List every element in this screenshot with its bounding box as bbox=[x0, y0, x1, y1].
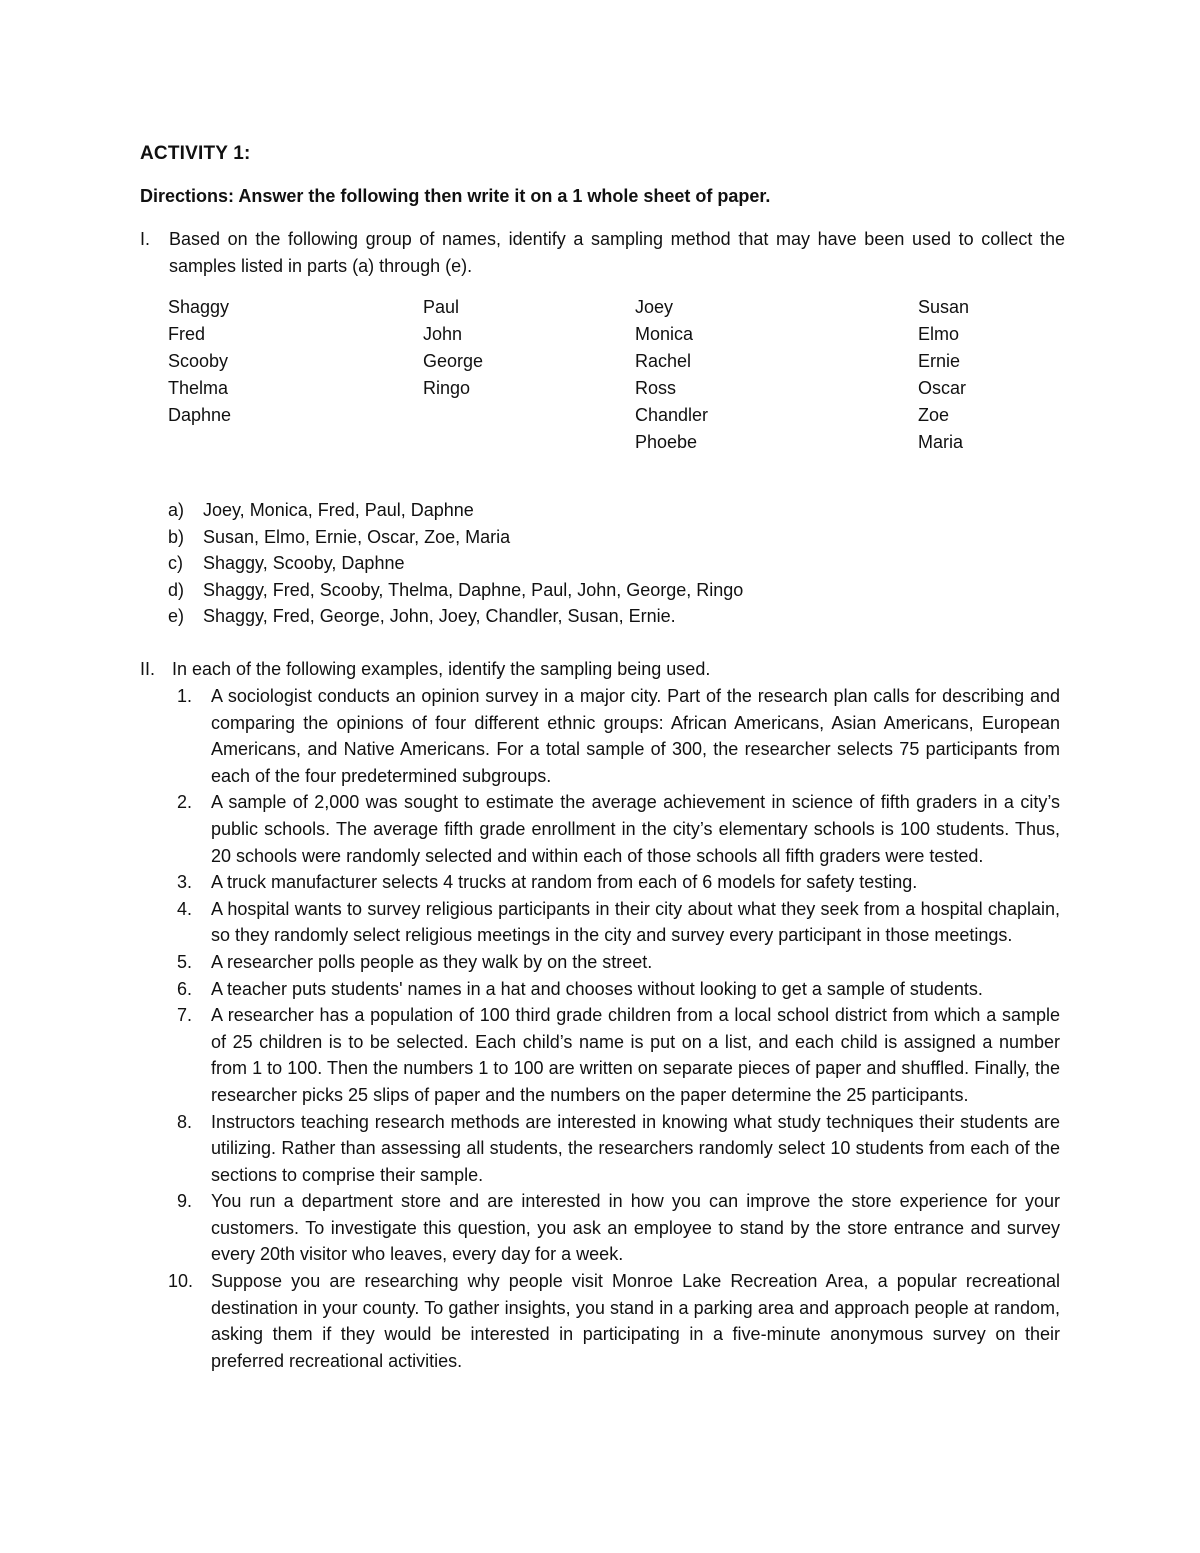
name-item: Susan bbox=[918, 297, 970, 317]
item-text: Instructors teaching research methods are interested in knowing what study techniques their students are utilizing. Rather than assessing all students, the researchers randomly select 10 students from each of the sections to comprise their sample. bbox=[211, 1111, 1060, 1185]
item-text: A hospital wants to survey religious participants in their city about what they seek from a hospital chaplain, so they randomly select religious meetings in the city and survey every participant in those meetings. bbox=[211, 898, 1060, 946]
names-column-1 bbox=[168, 294, 231, 429]
name-item: Daphne bbox=[168, 405, 232, 425]
names-column-4 bbox=[918, 294, 969, 456]
part-item bbox=[168, 497, 743, 524]
section-2-instruction: In each of the following examples, identify the sampling being used. bbox=[172, 659, 711, 679]
name-item: Chandler bbox=[635, 405, 709, 425]
names-column-2 bbox=[423, 294, 483, 402]
part-text: Shaggy, Fred, George, John, Joey, Chandler, Susan, Ernie. bbox=[203, 606, 676, 627]
name-item: Scooby bbox=[168, 351, 229, 371]
name-item: Maria bbox=[918, 432, 964, 452]
item-text: A truck manufacturer selects 4 trucks at random from each of 6 models for safety testing. bbox=[211, 872, 918, 893]
item-number: 2. bbox=[176, 792, 192, 813]
item-number: 7. bbox=[176, 1005, 192, 1026]
part-label: e) bbox=[168, 606, 185, 627]
item-number: 9. bbox=[176, 1191, 192, 1212]
part-label: b) bbox=[168, 526, 185, 547]
name-item: Fred bbox=[168, 324, 206, 344]
name-item: Ringo bbox=[423, 378, 471, 398]
item-number: 5. bbox=[176, 951, 192, 972]
list-item bbox=[168, 1188, 1060, 1268]
item-number: 1. bbox=[176, 686, 192, 706]
list-item bbox=[168, 896, 1060, 949]
list-item bbox=[168, 1268, 1060, 1374]
part-item bbox=[168, 603, 743, 630]
name-item: Ernie bbox=[918, 351, 961, 371]
part-text: Shaggy, Scooby, Daphne bbox=[203, 553, 405, 574]
section-1-number: I. bbox=[140, 229, 151, 249]
list-item bbox=[168, 1002, 1060, 1108]
part-item bbox=[168, 524, 743, 551]
list-item bbox=[168, 869, 1060, 896]
item-text: A researcher has a population of 100 third grade children from a local school district from which a sample of 25 children is to be selected. Each child’s name is put on a list, and each child is assigned a number from 1 to 100. Then the numbers 1 to 100 are written on separate pieces of paper and shuffled. Finally, the researcher picks 25 slips of paper and the numbers on the paper determine the 25 participants. bbox=[211, 1005, 1060, 1105]
name-item: Monica bbox=[635, 324, 694, 344]
list-item bbox=[168, 949, 1060, 976]
name-item: George bbox=[423, 351, 484, 371]
part-item bbox=[168, 550, 743, 577]
item-number: 6. bbox=[176, 978, 192, 999]
name-item: Ross bbox=[635, 378, 677, 398]
list-item bbox=[168, 1109, 1060, 1189]
part-text: Joey, Monica, Fred, Paul, Daphne bbox=[203, 500, 474, 520]
name-item: John bbox=[423, 324, 463, 344]
name-item: Joey bbox=[635, 297, 674, 317]
part-label: c) bbox=[168, 553, 183, 574]
name-item: Oscar bbox=[918, 378, 967, 398]
list-item bbox=[168, 683, 1060, 789]
name-item: Zoe bbox=[918, 405, 950, 425]
name-item: Paul bbox=[423, 297, 460, 317]
item-text: A researcher polls people as they walk by on the street. bbox=[211, 951, 653, 972]
part-item bbox=[168, 577, 743, 604]
part-label: a) bbox=[168, 500, 185, 520]
item-text: You run a department store and are interested in how you can improve the store experience for your customers. To investigate this question, you ask an employee to stand by the store entrance and survey every 20th visitor who leaves, every day for a week. bbox=[211, 1191, 1060, 1265]
section-1 bbox=[140, 226, 1065, 280]
names-column-3 bbox=[635, 294, 708, 456]
section-1-instruction: Based on the following group of names, identify a sampling method that may have been used to collect the samples listed in parts (a) through (e). bbox=[169, 229, 1065, 276]
parts-list bbox=[168, 497, 743, 630]
name-item: Thelma bbox=[168, 378, 229, 398]
name-item: Rachel bbox=[635, 351, 692, 371]
list-item bbox=[168, 789, 1060, 869]
name-item: Shaggy bbox=[168, 297, 230, 317]
list-item bbox=[168, 976, 1060, 1003]
item-number: 10. bbox=[168, 1271, 194, 1292]
item-text: A sample of 2,000 was sought to estimate the average achievement in science of fifth graders in a city’s public schools. The average fifth grade enrollment in the city’s elementary schools is 100 students. Thus, 20 schools were randomly selected and within each of those schools all fifth graders were tested. bbox=[211, 792, 1060, 866]
activity-title: ACTIVITY 1: bbox=[140, 143, 251, 164]
item-number: 8. bbox=[176, 1111, 192, 1132]
item-text: A teacher puts students' names in a hat and chooses without looking to get a sample of students. bbox=[211, 978, 983, 999]
part-text: Shaggy, Fred, Scooby, Thelma, Daphne, Paul, John, George, Ringo bbox=[203, 579, 744, 600]
directions-text: Directions: Answer the following then write it on a 1 whole sheet of paper. bbox=[140, 186, 771, 206]
part-text: Susan, Elmo, Ernie, Oscar, Zoe, Maria bbox=[203, 526, 511, 547]
part-label: d) bbox=[168, 579, 185, 600]
item-number: 4. bbox=[176, 898, 192, 919]
item-number: 3. bbox=[176, 872, 192, 893]
section-2-number: II. bbox=[140, 659, 156, 679]
name-item: Elmo bbox=[918, 324, 960, 344]
item-text: Suppose you are researching why people visit Monroe Lake Recreation Area, a popular recreational destination in your county. To gather insights, you stand in a parking area and approach people at random, asking them if they would be interested in participating in a five-minute anonymous survey on their preferred recreational activities. bbox=[211, 1271, 1060, 1371]
name-item: Phoebe bbox=[635, 432, 698, 452]
examples-list bbox=[168, 683, 1060, 1374]
section-2 bbox=[140, 656, 1065, 683]
item-text: A sociologist conducts an opinion survey in a major city. Part of the research plan calls for describing and comparing the opinions of four different ethnic groups: African Americans, Asian Americans, European Americans, and Native Americans. For a total sample of 300, the researcher selects 75 participants from each of the four predetermined subgroups. bbox=[211, 686, 1060, 786]
